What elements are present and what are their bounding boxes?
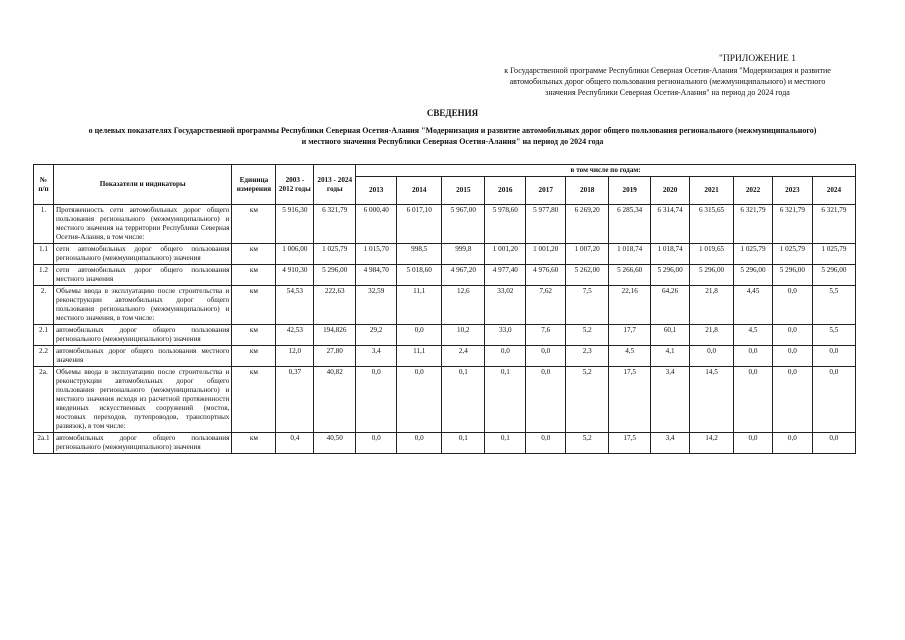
row-year-value: 2,4: [442, 346, 485, 367]
row-year-value: 6 000,40: [356, 205, 397, 244]
row-year-value: 4,5: [734, 325, 773, 346]
row-period-1-value: 12,0: [276, 346, 314, 367]
row-indicator-name: сети автомобильных дорог общего пользования местного значения: [53, 265, 231, 286]
row-unit: км: [232, 433, 276, 454]
row-year-value: 1 018,74: [609, 244, 651, 265]
header-year: 2016: [485, 177, 526, 205]
row-unit: км: [232, 325, 276, 346]
row-year-value: 4 976,60: [526, 265, 566, 286]
row-year-value: 6 315,65: [690, 205, 734, 244]
appendix-line: к Государственной программе Республики Северная Осетия-Алания "Модернизация и развитие: [504, 66, 831, 75]
header-year: 2021: [690, 177, 734, 205]
row-year-value: 5 977,80: [526, 205, 566, 244]
row-year-value: 5 967,00: [442, 205, 485, 244]
table-row: [34, 346, 856, 367]
row-year-value: 14,2: [690, 433, 734, 454]
row-year-value: 1 015,70: [356, 244, 397, 265]
row-indicator-name: автомобильных дорог общего пользования местного значения: [53, 346, 231, 367]
row-year-value: 998,5: [397, 244, 442, 265]
row-year-value: 5 296,00: [690, 265, 734, 286]
row-year-value: 0,0: [772, 433, 812, 454]
appendix-block: [470, 54, 865, 98]
row-year-value: 29,2: [356, 325, 397, 346]
row-indicator-name: Объемы ввода в эксплуатацию после строительства и реконструкции автомобильных дорог общего пользования регионального (межмуниципального) и местного значения, в том числе:: [53, 286, 231, 325]
document-title: СВЕДЕНИЯ: [426, 108, 479, 118]
row-year-value: 0,0: [734, 346, 773, 367]
row-year-value: 14,5: [690, 367, 734, 433]
row-year-value: 11,1: [397, 286, 442, 325]
row-number: 2.2: [34, 346, 54, 367]
row-year-value: 6 017,10: [397, 205, 442, 244]
document-subtitle: [30, 125, 875, 147]
row-year-value: 4,5: [609, 346, 651, 367]
row-year-value: 21,8: [690, 325, 734, 346]
table-row: [34, 286, 856, 325]
table-row: [34, 433, 856, 454]
row-year-value: 1 025,79: [812, 244, 855, 265]
table-row: [34, 244, 856, 265]
header-years-group: в том числе по годам:: [356, 165, 856, 177]
row-indicator-name: автомобильных дорог общего пользования регионального (межмуниципального) значения: [53, 325, 231, 346]
row-period-2-value: 6 321,79: [314, 205, 356, 244]
row-unit: км: [232, 205, 276, 244]
row-year-value: 6 269,20: [566, 205, 609, 244]
row-year-value: 0,0: [356, 433, 397, 454]
row-year-value: 0,0: [397, 367, 442, 433]
row-year-value: 0,0: [485, 346, 526, 367]
row-year-value: 5,2: [566, 367, 609, 433]
subtitle-line: о целевых показателях Государственной программы Республики Северная Осетия-Алания "Модернизация и развитие автомобильных дорог общего пользования регионального (межмуниципального): [88, 126, 817, 135]
row-year-value: 3,4: [651, 433, 690, 454]
row-number: 2.1: [34, 325, 54, 346]
row-indicator-name: автомобильных дорог общего пользования регионального (межмуниципального) значения: [53, 433, 231, 454]
row-year-value: 0,0: [812, 433, 855, 454]
header-year: 2013: [356, 177, 397, 205]
row-year-value: 6 314,74: [651, 205, 690, 244]
row-number: 2а.1: [34, 433, 54, 454]
row-year-value: 1 025,79: [734, 244, 773, 265]
row-year-value: 33,0: [485, 325, 526, 346]
row-year-value: 1 018,74: [651, 244, 690, 265]
row-year-value: 5 296,00: [651, 265, 690, 286]
row-year-value: 0,1: [442, 367, 485, 433]
row-year-value: 7,5: [566, 286, 609, 325]
row-unit: км: [232, 244, 276, 265]
row-year-value: 0,0: [734, 433, 773, 454]
row-period-1-value: 5 916,30: [276, 205, 314, 244]
row-unit: км: [232, 346, 276, 367]
header-year: 2020: [651, 177, 690, 205]
header-period-1: 2003 - 2012 годы: [276, 165, 314, 205]
row-year-value: 2,3: [566, 346, 609, 367]
row-year-value: 22,16: [609, 286, 651, 325]
row-year-value: 0,1: [442, 433, 485, 454]
row-year-value: 21,8: [690, 286, 734, 325]
row-period-2-value: 222,63: [314, 286, 356, 325]
row-year-value: 0,0: [772, 286, 812, 325]
table-row: [34, 205, 856, 244]
row-year-value: 1 001,20: [485, 244, 526, 265]
header-year: 2017: [526, 177, 566, 205]
row-period-1-value: 42,53: [276, 325, 314, 346]
row-year-value: 0,1: [485, 433, 526, 454]
row-year-value: 0,1: [485, 367, 526, 433]
row-period-2-value: 1 025,79: [314, 244, 356, 265]
header-year: 2019: [609, 177, 651, 205]
header-year: 2022: [734, 177, 773, 205]
row-unit: км: [232, 367, 276, 433]
row-year-value: 3,4: [651, 367, 690, 433]
row-year-value: 5 018,60: [397, 265, 442, 286]
header-num: № п/п: [34, 165, 54, 205]
row-period-2-value: 40,82: [314, 367, 356, 433]
row-year-value: 0,0: [397, 433, 442, 454]
row-year-value: 7,62: [526, 286, 566, 325]
row-year-value: 3,4: [356, 346, 397, 367]
row-period-2-value: 194,826: [314, 325, 356, 346]
row-number: 1.1: [34, 244, 54, 265]
row-year-value: 17,7: [609, 325, 651, 346]
row-number: 1.2: [34, 265, 54, 286]
row-year-value: 0,0: [356, 367, 397, 433]
row-year-value: 1 025,79: [772, 244, 812, 265]
row-year-value: 17,5: [609, 367, 651, 433]
row-period-1-value: 0,37: [276, 367, 314, 433]
appendix-line: значения Республики Северная Осетия-Алания" на период до 2024 года: [545, 88, 790, 97]
row-period-1-value: 4 910,30: [276, 265, 314, 286]
header-year: 2024: [812, 177, 855, 205]
row-year-value: 6 285,34: [609, 205, 651, 244]
subtitle-line: и местного значения Республики Северная Осетия-Алания" на период до 2024 года: [301, 137, 604, 146]
row-year-value: 0,0: [812, 367, 855, 433]
row-year-value: 0,0: [772, 325, 812, 346]
row-period-2-value: 27,80: [314, 346, 356, 367]
row-year-value: 64,26: [651, 286, 690, 325]
row-unit: км: [232, 265, 276, 286]
row-year-value: 32,59: [356, 286, 397, 325]
row-year-value: 4 984,70: [356, 265, 397, 286]
row-year-value: 6 321,79: [734, 205, 773, 244]
appendix-line: автомобильных дорог общего пользования регионального (межмуниципального) и местного: [509, 77, 826, 86]
indicators-table: [33, 164, 856, 454]
header-indicator: Показатели и индикаторы: [53, 165, 231, 205]
row-indicator-name: сети автомобильных дорог общего пользования регионального (межмуниципального) значения: [53, 244, 231, 265]
row-year-value: 5,2: [566, 433, 609, 454]
header-unit: Единица измерения: [232, 165, 276, 205]
row-year-value: 60,1: [651, 325, 690, 346]
row-year-value: 0,0: [397, 325, 442, 346]
row-year-value: 0,0: [526, 367, 566, 433]
appendix-heading: "ПРИЛОЖЕНИЕ 1: [719, 54, 796, 64]
row-year-value: 10,2: [442, 325, 485, 346]
row-year-value: 0,0: [812, 346, 855, 367]
row-number: 1.: [34, 205, 54, 244]
row-year-value: 6 321,79: [812, 205, 855, 244]
row-number: 2а.: [34, 367, 54, 433]
table-row: [34, 325, 856, 346]
row-year-value: 1 001,20: [526, 244, 566, 265]
row-year-value: 33,02: [485, 286, 526, 325]
row-period-1-value: 0,4: [276, 433, 314, 454]
table-row: [34, 367, 856, 433]
row-year-value: 5 262,00: [566, 265, 609, 286]
row-year-value: 0,0: [772, 346, 812, 367]
row-period-2-value: 40,50: [314, 433, 356, 454]
row-year-value: 5,2: [566, 325, 609, 346]
row-indicator-name: Объемы ввода в эксплуатацию после строительства и реконструкции автомобильных дорог общего пользования регионального (межмуниципального) и местного значения исходя из расчетной протяженности введенных искусственных сооружений (мостов, мостовых переходов, путепроводов, транспортных развязок), в том числе:: [53, 367, 231, 433]
row-year-value: 5 296,00: [772, 265, 812, 286]
row-indicator-name: Протяженность сети автомобильных дорог общего пользования регионального (межмуниципального) и местного значения на территории Республики Северная Осетия-Алания, в том числе:: [53, 205, 231, 244]
row-year-value: 5 266,60: [609, 265, 651, 286]
table-row: [34, 265, 856, 286]
row-year-value: 5,5: [812, 286, 855, 325]
row-year-value: 0,0: [526, 433, 566, 454]
row-year-value: 0,0: [690, 346, 734, 367]
row-year-value: 4 967,20: [442, 265, 485, 286]
row-year-value: 0,0: [734, 367, 773, 433]
row-year-value: 5 296,00: [812, 265, 855, 286]
row-year-value: 1 019,65: [690, 244, 734, 265]
header-year: 2015: [442, 177, 485, 205]
row-year-value: 4,45: [734, 286, 773, 325]
header-period-2: 2013 - 2024 годы: [314, 165, 356, 205]
header-year: 2014: [397, 177, 442, 205]
header-year: 2018: [566, 177, 609, 205]
row-year-value: 12,6: [442, 286, 485, 325]
row-year-value: 999,8: [442, 244, 485, 265]
row-year-value: 1 007,20: [566, 244, 609, 265]
row-period-1-value: 54,53: [276, 286, 314, 325]
row-year-value: 5,5: [812, 325, 855, 346]
row-year-value: 6 321,79: [772, 205, 812, 244]
row-year-value: 5 978,60: [485, 205, 526, 244]
row-period-1-value: 1 006,00: [276, 244, 314, 265]
row-year-value: 7,6: [526, 325, 566, 346]
row-year-value: 17,5: [609, 433, 651, 454]
row-unit: км: [232, 286, 276, 325]
row-year-value: 11,1: [397, 346, 442, 367]
row-year-value: 0,0: [526, 346, 566, 367]
row-year-value: 0,0: [772, 367, 812, 433]
row-year-value: 5 296,00: [734, 265, 773, 286]
row-period-2-value: 5 296,00: [314, 265, 356, 286]
row-year-value: 4,1: [651, 346, 690, 367]
row-number: 2.: [34, 286, 54, 325]
header-year: 2023: [772, 177, 812, 205]
row-year-value: 4 977,40: [485, 265, 526, 286]
